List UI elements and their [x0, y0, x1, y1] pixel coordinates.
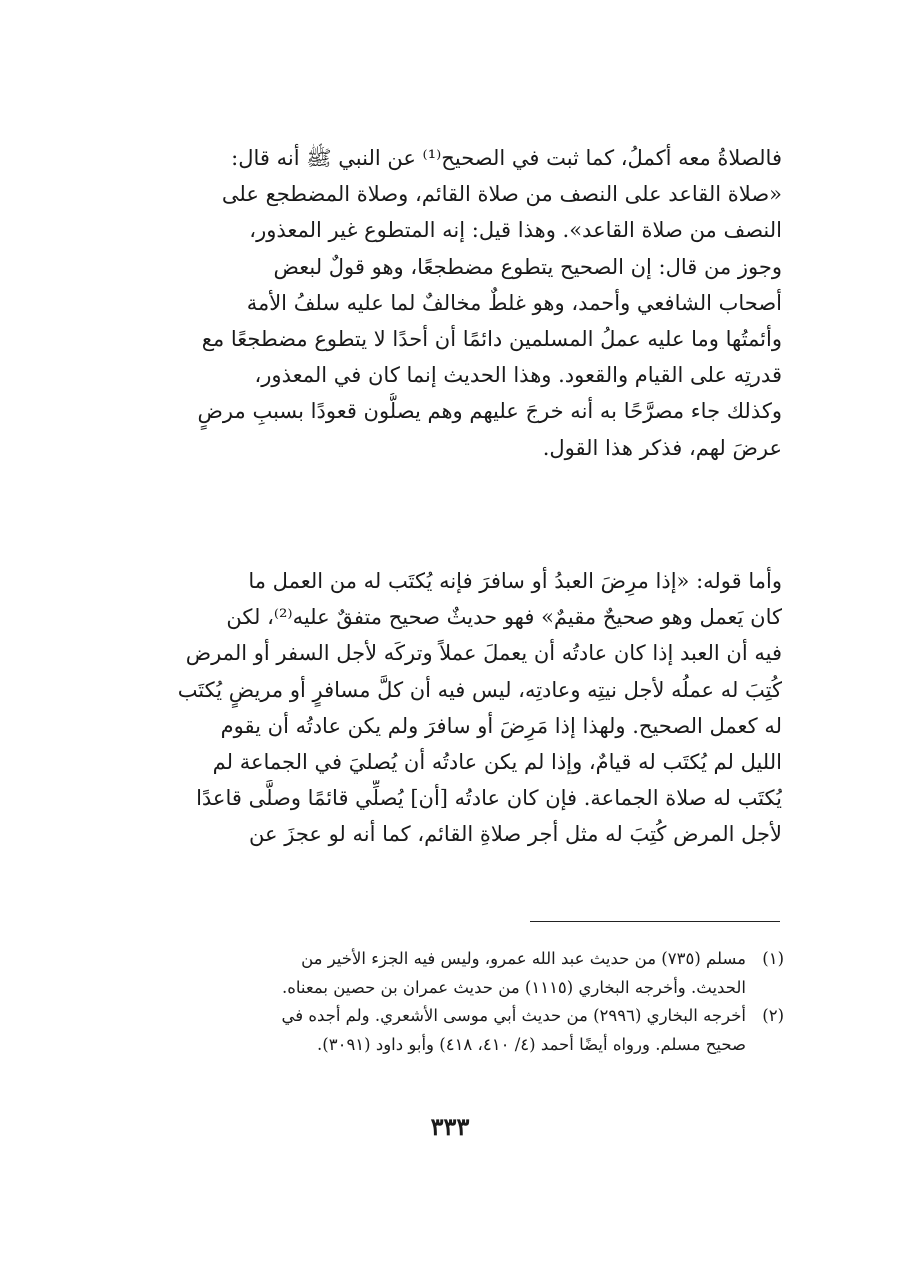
text-line: قدرتِه على القيام والقعود. وهذا الحديث إنما كان في المعذور،	[254, 363, 782, 388]
text-line: فيه أن العبد إذا كان عادتُه أن يعملَ عملاً وتركَه لأجل السفر أو المرض	[185, 641, 782, 666]
text-line: وأئمتُها وما عليه عملُ المسلمين دائمًا أن أحدًا لا يتطوع مضطجعًا مع	[201, 327, 782, 352]
text-line: لأجل المرض كُتِبَ له مثل أجر صلاةِ القائم، كما أنه لو عجزَ عن	[249, 822, 782, 847]
text-line: يُكتَب له صلاة الجماعة. فإن كان عادتُه [أن] يُصلِّي قائمًا وصلَّى قاعدًا	[196, 786, 782, 811]
paragraph-2	[122, 563, 782, 853]
footnote-line: مسلم (٧٣٥) من حديث عبد الله عمرو، وليس فيه الجزء الأخير من	[301, 949, 746, 968]
footnote-number: (٢)	[762, 1006, 784, 1025]
footnote-text	[122, 1002, 746, 1059]
text-line: وكذلك جاء مصرَّحًا به أنه خرجَ عليهم وهم يصلُّون قعودًا بسببِ مرضٍ	[197, 399, 782, 424]
text-line: أصحاب الشافعي وأحمد، وهو غلطٌ مخالفٌ لما عليه سلفُ الأمة	[246, 290, 782, 315]
text-line: كُتِبَ له عملُه لأجل نيتِه وعادتِه، ليس فيه أن كلَّ مسافرٍ أو مريضٍ يُكتَب	[177, 677, 782, 702]
text-line: «صلاة القاعد على النصف من صلاة القائم، وصلاة المضطجع على	[221, 182, 782, 207]
text-line: الليل لم يُكتَب له قيامٌ، وإذا لم يكن عادتُه أن يُصليَ في الجماعة لم	[212, 750, 782, 775]
footnotes	[122, 945, 784, 1059]
paragraph-1	[122, 140, 782, 466]
footnote-line: أخرجه البخاري (٢٩٩٦) من حديث أبي موسى الأشعري. ولم أجده في	[281, 1006, 746, 1025]
footnote-2	[122, 1002, 784, 1059]
text-line: عرضَ لهم، فذكر هذا القول.	[542, 435, 782, 460]
footnote-number: (١)	[762, 949, 784, 968]
text-line: له كعمل الصحيح. ولهذا إذا مَرِضَ أو سافرَ ولم يكن عادتُه أن يقوم	[220, 713, 782, 738]
footnote-separator	[530, 921, 780, 922]
footnote-line: الحديث. وأخرجه البخاري (١١١٥) من حديث عمران بن حصين بمعناه.	[282, 977, 746, 997]
footnote-1	[122, 945, 784, 1002]
text-line: فالصلاةُ معه أكملُ، كما ثبت في الصحيح⁽¹⁾ عن النبي ﷺ أنه قال:	[231, 146, 782, 170]
footnote-text	[122, 945, 746, 1002]
text-line: وأما قوله: «إذا مرِضَ العبدُ أو سافرَ فإنه يُكتَب له من العمل ما	[248, 569, 782, 593]
page-number: ٣٣٣	[430, 1112, 470, 1141]
footnote-line: صحيح مسلم. ورواه أيضًا أحمد (٤/ ٤١٠، ٤١٨) وأبو داود (٣٠٩١).	[317, 1034, 746, 1054]
text-line: وجوز من قال: إن الصحيح يتطوع مضطجعًا، وهو قولٌ لبعض	[273, 254, 782, 279]
text-line: النصف من صلاة القاعد». وهذا قيل: إنه المتطوع غير المعذور،	[249, 218, 782, 243]
text-line: كان يَعمل وهو صحيحٌ مقيمٌ» فهو حديثٌ صحيح متفقٌ عليه⁽²⁾، لكن	[226, 605, 782, 630]
